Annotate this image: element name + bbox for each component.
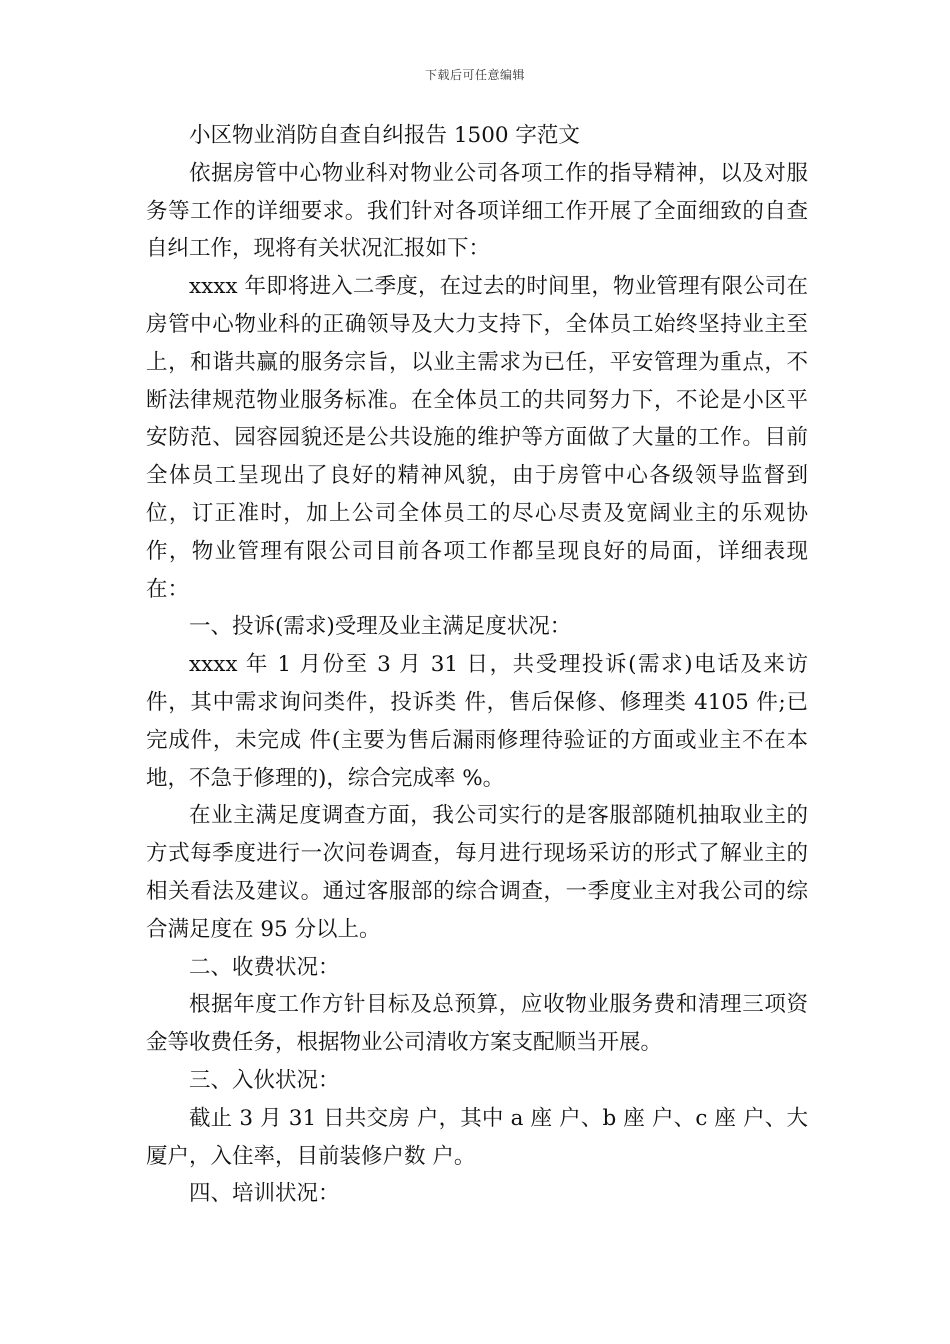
section-heading-fees: 二、收费状况： (189, 954, 340, 980)
paragraph-intro: 依据房管中心物业科对物业公司各项工作的指导精神，以及对服务等工作的详细要求。我们针对各项详细工作开展了全面细致的自查自纠工作，现将有关状况汇报如下： (146, 160, 808, 262)
section-heading-complaints: 一、投诉(需求)受理及业主满足度状况： (189, 614, 572, 640)
paragraph-complaints-stats: xxxx 年 1 月份至 3 月 31 日，共受理投诉(需求)电话及来访 件，其中需求询问类件，投诉类 件，售后保修、修理类 4105 件;已完成件，未完成 件(主要为售后漏雨修理待验证的方面或业主不在本地，不急于修理的)，综合完成率 %。 (146, 652, 808, 791)
section-heading-training: 四、培训状况： (189, 1181, 340, 1207)
document-body (146, 117, 808, 1213)
paragraph-occupancy: 截止 3 月 31 日共交房 户，其中 a 座 户、b 座 户、c 座 户、大厦户，入住率，目前装修户数 户。 (146, 1105, 808, 1169)
paragraph-fees: 根据年度工作方针目标及总预算，应收物业服务费和清理三项资金等收费任务，根据物业公司清收方案支配顺当开展。 (146, 992, 808, 1056)
document-title: 小区物业消防自查自纠报告 1500 字范文 (189, 123, 580, 148)
paragraph-satisfaction: 在业主满足度调查方面，我公司实行的是客服部随机抽取业主的方式每季度进行一次问卷调查，每月进行现场采访的形式了解业主的相关看法及建议。通过客服部的综合调查，一季度业主对我公司的综合满足度在 95 分以上。 (146, 803, 808, 942)
paragraph-overview: xxxx 年即将进入二季度，在过去的时间里，物业管理有限公司在房管中心物业科的正确领导及大力支持下，全体员工始终坚持业主至上，和谐共赢的服务宗旨，以业主需求为已任，平安管理为重点，不断法律规范物业服务标准。在全体员工的共同努力下，不论是小区平安防范、园容园貌还是公共设施的维护等方面做了大量的工作。目前全体员工呈现出了良好的精神风貌，由于房管中心各级领导监督到位，订正准时，加上公司全体员工的尽心尽责及宽阔业主的乐观协作，物业管理有限公司目前各项工作都呈现良好的局面，详细表现在： (146, 274, 808, 602)
section-heading-occupancy: 三、入伙状况： (189, 1067, 340, 1093)
page-header: 下载后可任意编辑 (424, 68, 525, 82)
